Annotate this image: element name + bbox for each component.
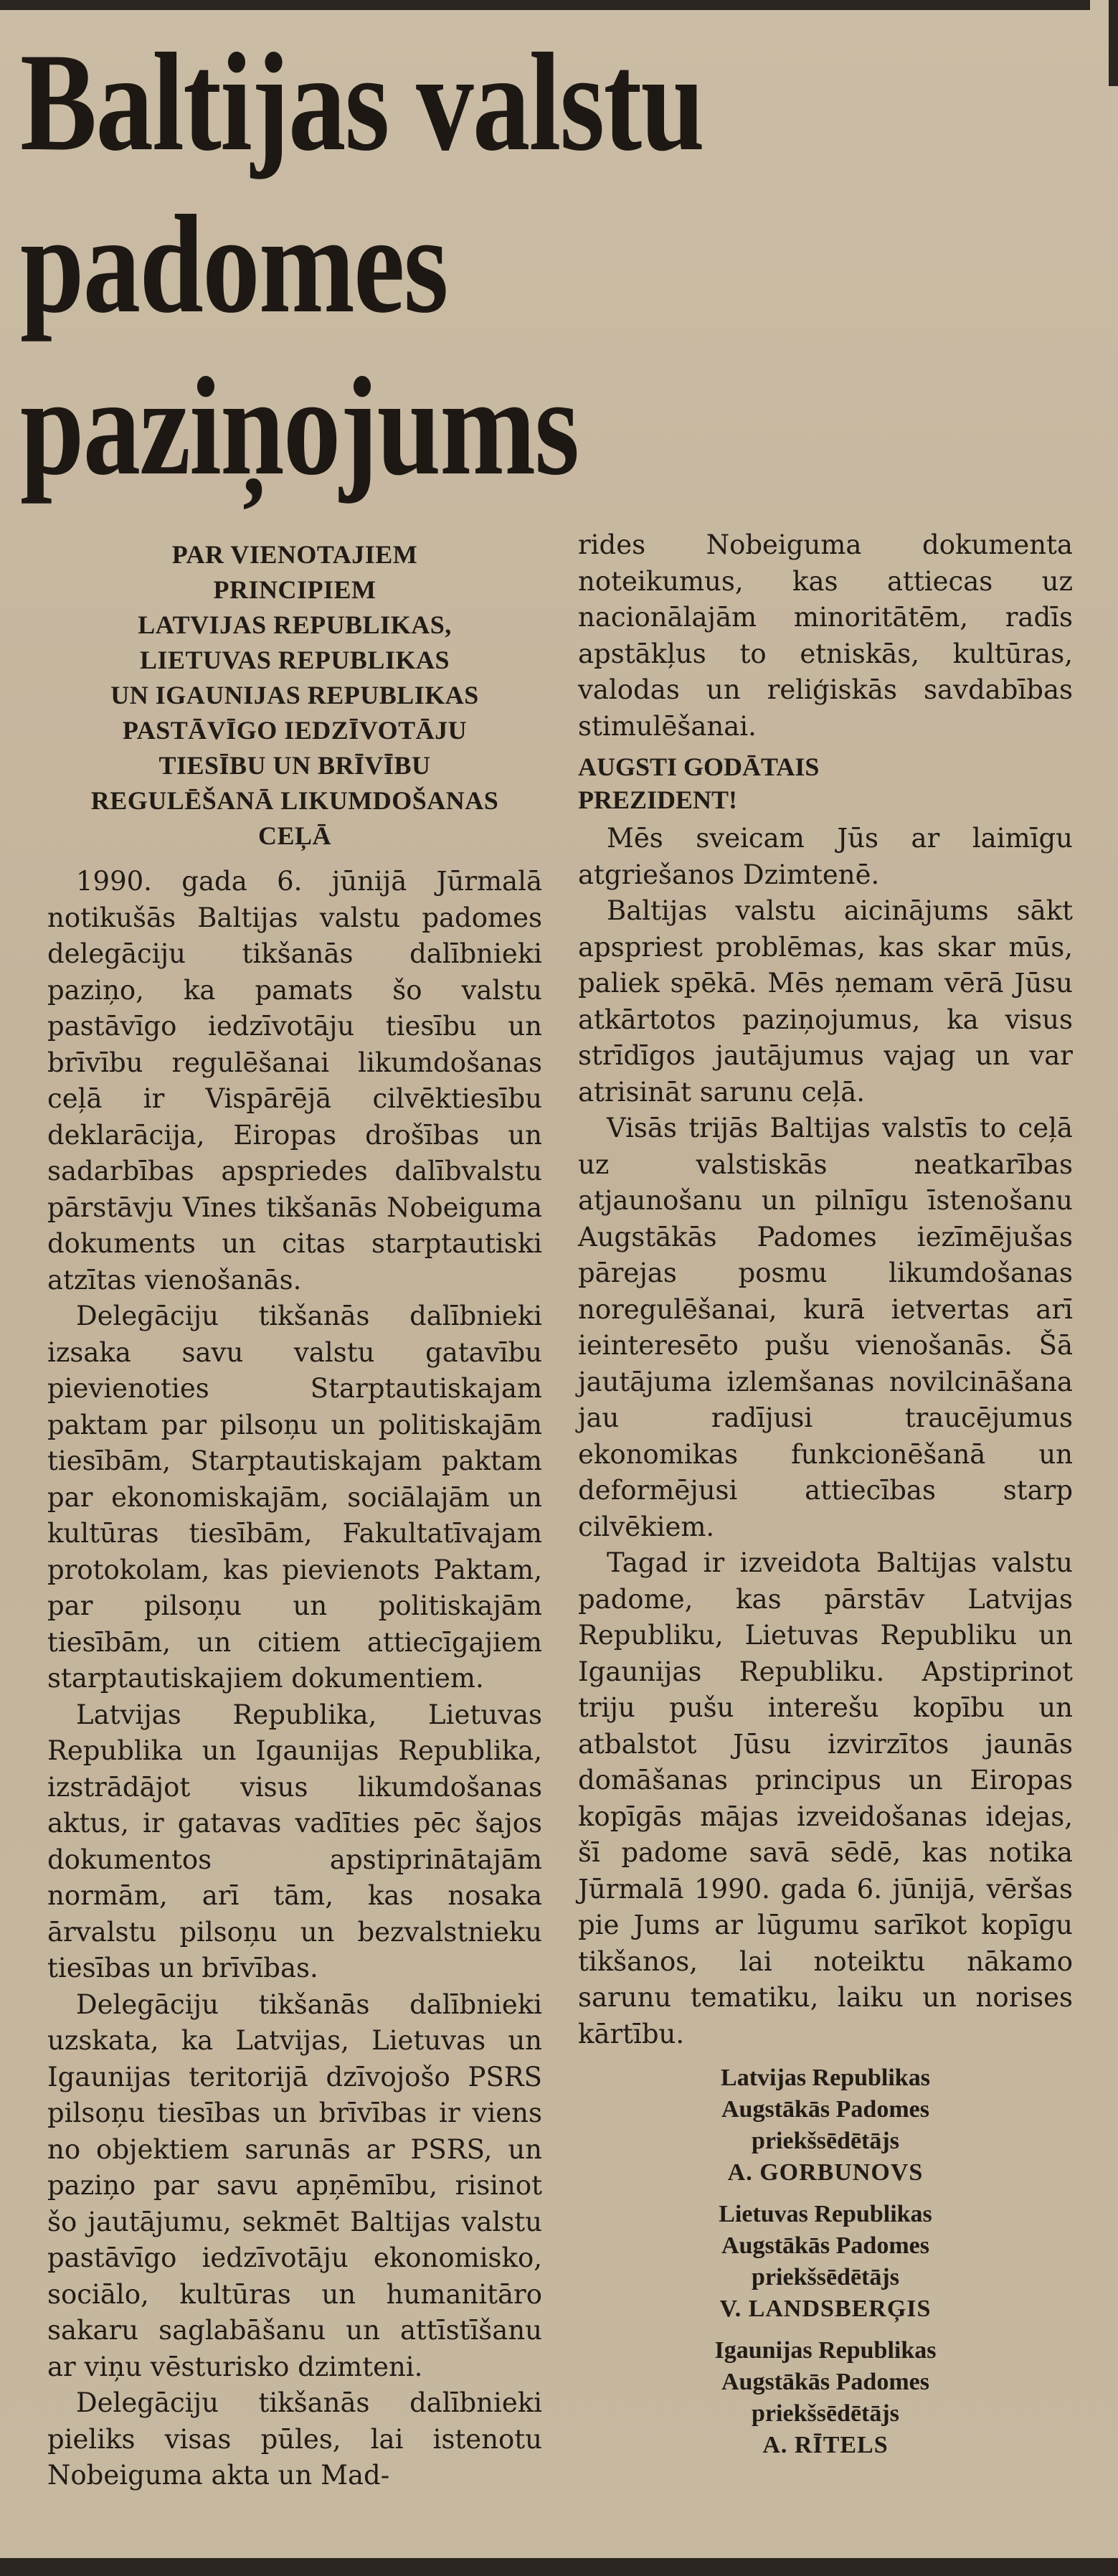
article-lead [47, 537, 542, 854]
signature-name: V. LANDSBERĢIS [719, 2296, 932, 2322]
body-paragraph: Mēs sveicam Jūs ar laimīgu atgriešanos Dzimtenē. [578, 823, 1073, 890]
body-paragraph: Latvijas Republika, Lietuvas Republika un Igaunijas Republika, izstrādājot visus likumdošanas aktus, ir gatavas vadīties pēc šajos dokumentos apstiprinātajām normām, arī tām, kas nosaka ārvalstu pilsoņu un bezvalstnieku tiesības un brīvības. [47, 1699, 542, 1983]
lead-line: LIETUVAS REPUBLIKAS [140, 646, 450, 674]
body-paragraph: Delegāciju tikšanās dalībnieki uzskata, ka Latvijas, Lietuvas un Igaunijas teritorijā dzīvojošo PSRS pilsoņu tiesības un brīvības ir viens no objektiem sarunās ar PSRS, un paziņo par savu apņēmību, risinot šo jautājumu, sekmēt Baltijas valstu pastāvīgo iedzīvotāju ekonomisko, sociālo, kultūras un humanitāro sakaru saglabāšanu un attīstīšanu ar viņu vēsturisko dzimteni. [47, 1988, 542, 2382]
greeting-line: AUGSTI GODĀTAIS [578, 752, 820, 781]
lead-line: UN IGAUNIJAS REPUBLIKAS [110, 681, 479, 709]
signature-role: priekšsēdētājs [752, 2400, 899, 2427]
lead-line: PASTĀVĪGO IEDZĪVOTĀJU [122, 716, 468, 745]
headline-line: padomes [20, 187, 447, 342]
lead-line: PRINCIPIEM [213, 575, 376, 604]
body-paragraph: Delegāciju tikšanās dalībnieki pieliks visas pūles, lai istenotu Nobeiguma akta un Mad- [47, 2387, 542, 2491]
lead-line: REGULĒŠANĀ LIKUMDOŠANAS [90, 786, 499, 815]
letter-greeting [578, 750, 1073, 816]
lead-line: TIESĪBU UN BRĪVĪBU [158, 751, 431, 780]
signature-block [578, 2335, 1073, 2461]
signature-role: priekšsēdētājs [752, 2264, 899, 2290]
body-paragraph: Tagad ir izveidota Baltijas valstu padome, kas pārstāv Latvijas Republiku, Lietuvas Republiku un Igaunijas Republiku. Apstiprinot triju pušu interešu kopību un atbalstot Jūsu izvirzītos jaunās domāšanas principus un Eiropas kopīgās mājas izveidošanas idejas, šī padome savā sēdē, kas notika Jūrmalā 1990. gada 6. jūnijā, vēršas pie Jums ar lūgumu sarīkot kopīgu tikšanos, lai noteiktu nākamo sarunu tematiku, laiku un norises kārtību. [578, 1547, 1073, 2049]
lead-line: PAR VIENOTAJIEM [171, 540, 418, 569]
right-rule [1109, 0, 1118, 86]
body-paragraph-continued: rides Nobeiguma dokumenta noteikumus, kas attiecas uz nacionālajām minoritātēm, radīs apstākļus to etniskās, kultūras, valodas un reliģiskās savdabības stimulēšanai. [578, 529, 1073, 742]
lead-line: LATVIJAS REPUBLIKAS, [138, 610, 452, 639]
left-column [47, 527, 542, 2494]
signature-block [578, 2062, 1073, 2189]
signature-org: Augstākās Padomes [721, 2369, 929, 2395]
headline-line: Baltijas valstu [20, 24, 704, 180]
right-column [578, 527, 1073, 2461]
signature-org: Lietuvas Republikas [719, 2201, 932, 2227]
signature-role: priekšsēdētājs [752, 2128, 899, 2154]
body-paragraph: Delegāciju tikšanās dalībnieki izsaka savu valstu gatavību pievienoties Starptautiskajam paktam par pilsoņu un politiskajām tiesībām, Starptautiskajam paktam par ekonomiskajām, sociālajām un kultūras tiesībām, Fakultatīvajam protokolam, kas pievienots Paktam, par pilsoņu un politiskajām tiesībām, un citiem attiecīgajiem starptautiskajiem dokumentiem. [47, 1301, 542, 1694]
signature-org: Augstākās Padomes [721, 2096, 929, 2123]
signature-name: A. GORBUNOVS [727, 2159, 924, 2186]
signature-org: Latvijas Republikas [721, 2065, 930, 2091]
headline-line: paziņojums [20, 349, 579, 504]
article-headline [20, 22, 902, 508]
signature-name: A. RĪTELS [762, 2432, 889, 2458]
signature-org: Igaunijas Republikas [714, 2337, 937, 2364]
top-rule [0, 0, 1090, 10]
body-paragraph: 1990. gada 6. jūnijā Jūrmalā notikušās Baltijas valstu padomes delegāciju tikšanās dalībnieki paziņo, ka pamats šo valstu pastāvīgo iedzīvotāju tiesību un brīvību regulēšanai likumdošanas ceļā ir Vispārējā cilvēktiesību deklarācija, Eiropas drošības un sadarbības apspriedes dalībvalstu pārstāvju Vīnes tikšanās Nobeiguma dokuments un citas starptautiski atzītas vienošanās. [47, 866, 542, 1296]
signature-block [578, 2199, 1073, 2325]
body-paragraph: Baltijas valstu aicinājums sākt apspriest problēmas, kas skar mūs, paliek spēkā. Mēs ņemam vērā Jūsu atkārtotos paziņojumus, ka visus strīdīgos jautājumus vajag un var atrisināt sarunu ceļā. [578, 895, 1073, 1108]
body-paragraph: Visās trijās Baltijas valstīs to ceļā uz valstiskās neatkarības atjaunošanu un pilnīgu īstenošanu Augstākās Padomes iezīmējušas pārejas posmu likumdošanas noregulēšanai, kurā ietvertas arī ieinteresēto pušu vienošanās. Šā jautājuma izlemšanas novilcināšana jau radījusi traucējumus ekonomikas funkcionēšanā un deformējusi attiecības starp cilvēkiem. [578, 1113, 1073, 1542]
lead-line: CEĻĀ [257, 821, 332, 850]
signature-org: Augstākās Padomes [721, 2232, 929, 2259]
bottom-rule [0, 2558, 1118, 2576]
greeting-line: PREZIDENT! [578, 785, 738, 814]
